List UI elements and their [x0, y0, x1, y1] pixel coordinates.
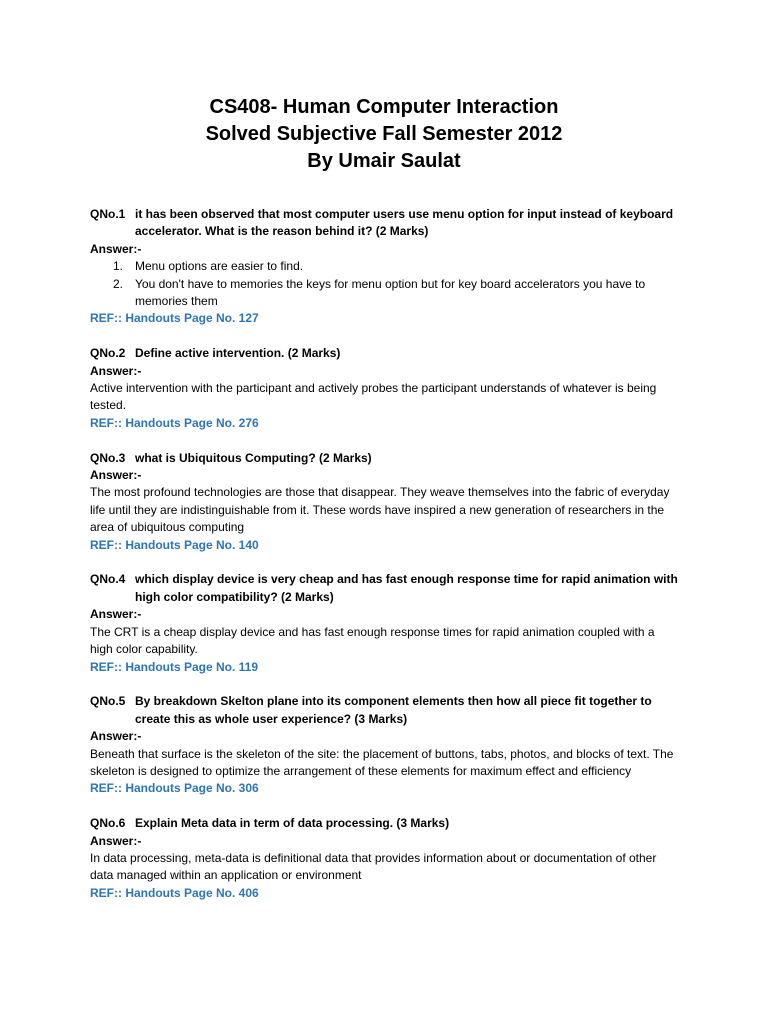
question-heading [90, 571, 680, 606]
document-title [0, 94, 768, 175]
question-heading [90, 206, 680, 241]
answer-label: Answer:- [90, 241, 142, 256]
list-item-number: 2. [113, 276, 124, 291]
answer-list [90, 258, 680, 310]
list-item-text: Menu options are easier to find. [135, 259, 304, 274]
question-block [90, 693, 680, 797]
question-block [90, 345, 680, 432]
question-text: which display device is very cheap and has fast enough response time for rapid animation with high color compatibility? (2 Marks) [135, 572, 678, 604]
questions-list [90, 206, 680, 920]
answer-label: Answer:- [90, 468, 142, 483]
question-number: QNo.6 [90, 816, 126, 831]
reference-line: REF:: Handouts Page No. 140 [90, 537, 259, 552]
question-block [90, 206, 680, 328]
title-line-1: CS408- Human Computer Interaction [209, 96, 559, 118]
question-number: QNo.3 [90, 450, 126, 465]
answer-text: Active intervention with the participant and actively probes the participant understands of whatever is being tested. [90, 381, 657, 413]
reference-line: REF:: Handouts Page No. 276 [90, 415, 259, 430]
question-text: Define active intervention. (2 Marks) [135, 346, 341, 361]
question-heading [90, 345, 680, 362]
question-text: it has been observed that most computer users use menu option for input instead of keyboard accelerator. What is the reason behind it? (2 Marks) [135, 207, 674, 239]
question-text: what is Ubiquitous Computing? (2 Marks) [135, 450, 372, 465]
title-line-2: Solved Subjective Fall Semester 2012 [205, 123, 563, 145]
answer-label: Answer:- [90, 363, 142, 378]
answer-text: Beneath that surface is the skeleton of the site: the placement of buttons, tabs, photos, and blocks of text. The skeleton is designed to optimize the arrangement of these elements for maximum effect and efficiency [90, 746, 674, 778]
answer-label: Answer:- [90, 729, 142, 744]
question-number: QNo.2 [90, 346, 126, 361]
question-text: By breakdown Skelton plane into its component elements then how all piece fit together to create this as whole user experience? (3 Marks) [135, 694, 652, 726]
reference-line: REF:: Handouts Page No. 306 [90, 781, 259, 796]
question-block [90, 815, 680, 902]
reference-line: REF:: Handouts Page No. 406 [90, 885, 259, 900]
list-item [113, 276, 680, 311]
question-block [90, 571, 680, 675]
question-heading [90, 450, 680, 467]
answer-label: Answer:- [90, 607, 142, 622]
question-number: QNo.4 [90, 572, 126, 587]
list-item-number: 1. [113, 259, 124, 274]
answer-text: The CRT is a cheap display device and has fast enough response times for rapid animation coupled with a high color capability. [90, 624, 655, 657]
question-number: QNo.5 [90, 694, 126, 709]
question-number: QNo.1 [90, 207, 126, 221]
reference-line: REF:: Handouts Page No. 127 [90, 311, 259, 326]
question-heading [90, 693, 680, 728]
list-item-text: You don't have to memories the keys for menu option but for key board accelerators you have to memories them [135, 276, 646, 309]
list-item [113, 258, 680, 275]
question-heading [90, 815, 680, 832]
title-line-3: By Umair Saulat [307, 150, 461, 172]
answer-label: Answer:- [90, 833, 142, 848]
answer-text: In data processing, meta-data is definitional data that provides information about or documentation of other data managed within an application or environment [90, 850, 657, 883]
reference-line: REF:: Handouts Page No. 119 [90, 659, 259, 674]
question-block [90, 450, 680, 554]
question-text: Explain Meta data in term of data processing. (3 Marks) [135, 816, 450, 831]
answer-text: The most profound technologies are those that disappear. They weave themselves into the fabric of everyday life until they are indistinguishable from it. These words have inspired a new generation of researchers in the area of ubiquitous computing [90, 485, 670, 535]
